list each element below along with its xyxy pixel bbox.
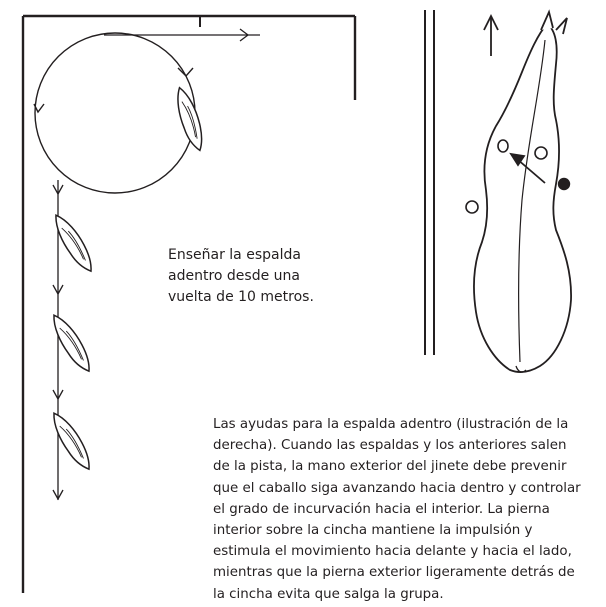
horse-ear-left bbox=[541, 12, 553, 30]
horse-ear-right bbox=[556, 18, 567, 34]
arena-wall-double-line bbox=[425, 10, 434, 355]
outside-leg-marker bbox=[559, 179, 570, 190]
horse-top-view bbox=[474, 12, 571, 372]
inside-leg-marker bbox=[535, 147, 547, 159]
track-path bbox=[104, 29, 260, 41]
volte-direction-arrow bbox=[178, 68, 193, 76]
outside-leg-behind-girth-marker bbox=[466, 201, 478, 213]
horse-silhouette-1 bbox=[49, 211, 98, 276]
figure-caption-left: Enseñar la espalda adentro desde una vuelta de 10 metros. bbox=[168, 247, 314, 305]
horse-silhouette-2 bbox=[47, 311, 96, 376]
horse-silhouette-3 bbox=[47, 409, 96, 474]
outside-rein-hand-marker bbox=[498, 140, 508, 152]
figure-caption-main: Las ayudas para la espalda adentro (ilustración de la derecha). Cuando las espaldas y los anteriores salen de la pista, la mano exterior del jinete debe prevenir que el caballo siga avanzando hacia dentro y controlar el grado de incurvación hacia el interior. La pierna interior sobre la cincha mantiene la impulsión y estimula el movimiento hacia delante y hacia el lado, mientras que la pierna exterior ligeramente detrás de la cincha evita que salga la grupa. bbox=[213, 417, 581, 602]
volte-circle bbox=[34, 33, 195, 193]
forward-arrow bbox=[484, 16, 498, 56]
